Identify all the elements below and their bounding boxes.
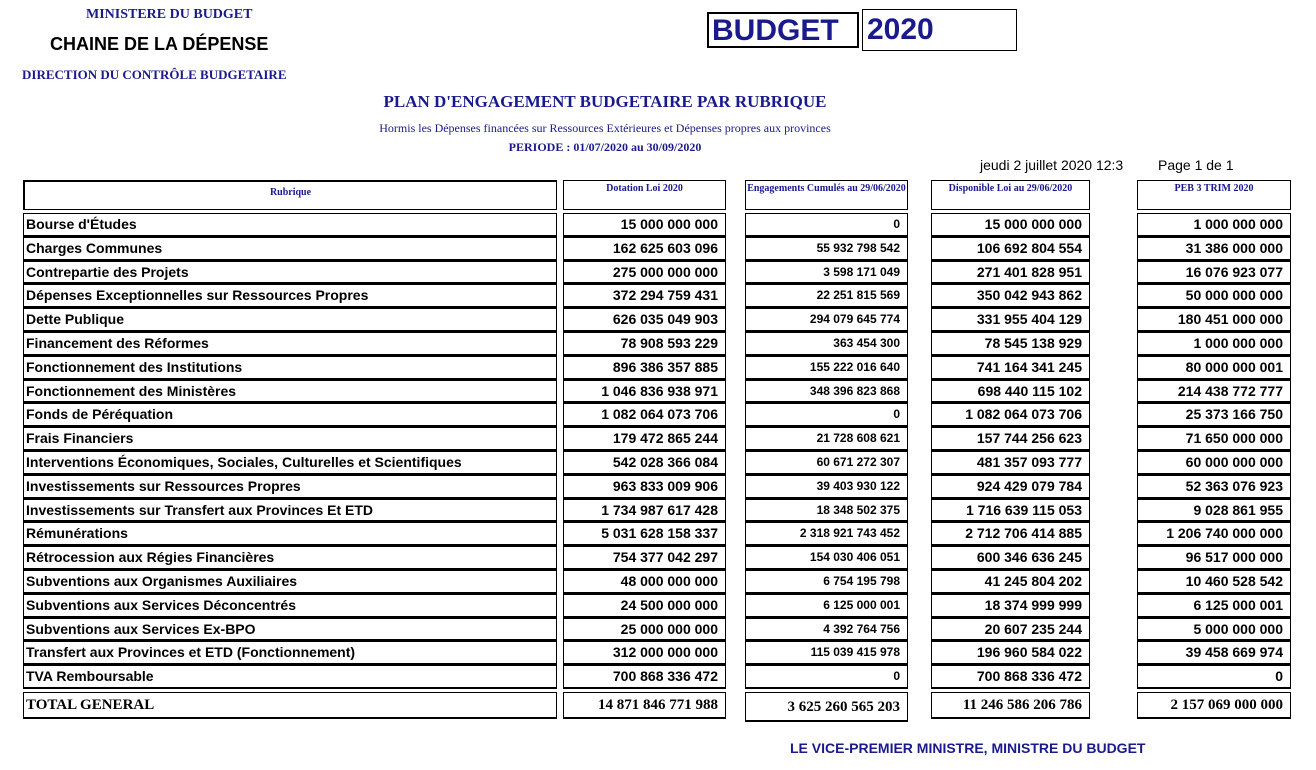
cell-disponible: 271 401 828 951	[931, 261, 1090, 285]
cell-rubrique: Fonctionnement des Institutions	[23, 356, 557, 380]
cell-peb: 50 000 000 000	[1137, 284, 1291, 308]
cell-rubrique: Frais Financiers	[23, 427, 557, 451]
cell-engagements: 348 396 823 868	[745, 380, 908, 404]
print-date: jeudi 2 juillet 2020 12:3	[980, 157, 1124, 173]
cell-dotation: 1 734 987 617 428	[563, 499, 726, 523]
cell-engagements: 18 348 502 375	[745, 499, 908, 523]
cell-dotation: 312 000 000 000	[563, 641, 726, 665]
column-header-engagements: Engagements Cumulés au 29/06/2020	[745, 180, 908, 210]
cell-disponible: 1 716 639 115 053	[931, 499, 1090, 523]
cell-rubrique: Investissements sur Ressources Propres	[23, 475, 557, 499]
cell-dotation: 754 377 042 297	[563, 546, 726, 570]
cell-dotation: 24 500 000 000	[563, 594, 726, 618]
total-label: TOTAL GENERAL	[23, 692, 557, 719]
cell-disponible: 600 346 636 245	[931, 546, 1090, 570]
cell-rubrique: Rémunérations	[23, 522, 557, 546]
cell-dotation: 542 028 366 084	[563, 451, 726, 475]
cell-peb: 25 373 166 750	[1137, 403, 1291, 427]
cell-engagements: 6 754 195 798	[745, 570, 908, 594]
cell-peb: 180 451 000 000	[1137, 308, 1291, 332]
cell-dotation: 25 000 000 000	[563, 618, 726, 642]
signature-line: LE VICE-PREMIER MINISTRE, MINISTRE DU BUDGET	[790, 740, 1146, 756]
cell-peb: 52 363 076 923	[1137, 475, 1291, 499]
cell-peb: 96 517 000 000	[1137, 546, 1291, 570]
budget-year-box: 2020	[862, 9, 1017, 51]
cell-engagements: 39 403 930 122	[745, 475, 908, 499]
cell-disponible: 18 374 999 999	[931, 594, 1090, 618]
cell-peb: 39 458 669 974	[1137, 641, 1291, 665]
total-engagements: 3 625 260 565 203	[745, 692, 908, 722]
cell-dotation: 1 082 064 073 706	[563, 403, 726, 427]
cell-dotation: 15 000 000 000	[563, 213, 726, 237]
cell-dotation: 48 000 000 000	[563, 570, 726, 594]
cell-engagements: 21 728 608 621	[745, 427, 908, 451]
cell-engagements: 55 932 798 542	[745, 237, 908, 261]
cell-disponible: 41 245 804 202	[931, 570, 1090, 594]
cell-engagements: 6 125 000 001	[745, 594, 908, 618]
cell-engagements: 154 030 406 051	[745, 546, 908, 570]
cell-disponible: 331 955 404 129	[931, 308, 1090, 332]
cell-dotation: 700 868 336 472	[563, 665, 726, 689]
direction-name: DIRECTION DU CONTRÔLE BUDGETAIRE	[22, 67, 287, 82]
cell-rubrique: Rétrocession aux Régies Financières	[23, 546, 557, 570]
cell-peb: 60 000 000 000	[1137, 451, 1291, 475]
cell-disponible: 924 429 079 784	[931, 475, 1090, 499]
cell-disponible: 741 164 341 245	[931, 356, 1090, 380]
cell-rubrique: Subventions aux Services Déconcentrés	[23, 594, 557, 618]
cell-engagements: 0	[745, 213, 908, 237]
cell-peb: 31 386 000 000	[1137, 237, 1291, 261]
cell-rubrique: Dépenses Exceptionnelles sur Ressources Propres	[23, 284, 557, 308]
cell-dotation: 179 472 865 244	[563, 427, 726, 451]
cell-peb: 6 125 000 001	[1137, 594, 1291, 618]
cell-rubrique: Contrepartie des Projets	[23, 261, 557, 285]
column-header-disponible: Disponible Loi au 29/06/2020	[931, 180, 1090, 210]
cell-engagements: 363 454 300	[745, 332, 908, 356]
cell-dotation: 372 294 759 431	[563, 284, 726, 308]
cell-dotation: 78 908 593 229	[563, 332, 726, 356]
cell-rubrique: Fonds de Péréquation	[23, 403, 557, 427]
cell-peb: 16 076 923 077	[1137, 261, 1291, 285]
cell-disponible: 698 440 115 102	[931, 380, 1090, 404]
chain-title: CHAINE DE LA DÉPENSE	[50, 34, 269, 54]
cell-peb: 0	[1137, 665, 1291, 689]
cell-disponible: 157 744 256 623	[931, 427, 1090, 451]
cell-engagements: 0	[745, 403, 908, 427]
cell-engagements: 2 318 921 743 452	[745, 522, 908, 546]
cell-peb: 9 028 861 955	[1137, 499, 1291, 523]
cell-engagements: 115 039 415 978	[745, 641, 908, 665]
cell-disponible: 15 000 000 000	[931, 213, 1090, 237]
plan-subtitle: Hormis les Dépenses financées sur Ressources Extérieures et Dépenses propres aux provinces	[379, 121, 831, 135]
cell-dotation: 963 833 009 906	[563, 475, 726, 499]
cell-engagements: 22 251 815 569	[745, 284, 908, 308]
column-header-peb: PEB 3 TRIM 2020	[1137, 180, 1291, 210]
cell-disponible: 700 868 336 472	[931, 665, 1090, 689]
cell-disponible: 20 607 235 244	[931, 618, 1090, 642]
cell-engagements: 3 598 171 049	[745, 261, 908, 285]
total-dotation: 14 871 846 771 988	[563, 692, 726, 719]
cell-rubrique: Fonctionnement des Ministères	[23, 380, 557, 404]
cell-dotation: 1 046 836 938 971	[563, 380, 726, 404]
cell-rubrique: Transfert aux Provinces et ETD (Fonctionnement)	[23, 641, 557, 665]
cell-peb: 80 000 000 001	[1137, 356, 1291, 380]
cell-peb: 10 460 528 542	[1137, 570, 1291, 594]
cell-dotation: 162 625 603 096	[563, 237, 726, 261]
cell-disponible: 1 082 064 073 706	[931, 403, 1090, 427]
cell-rubrique: TVA Remboursable	[23, 665, 557, 689]
column-header-rubrique: Rubrique	[23, 180, 557, 210]
cell-peb: 5 000 000 000	[1137, 618, 1291, 642]
cell-peb: 71 650 000 000	[1137, 427, 1291, 451]
cell-engagements: 4 392 764 756	[745, 618, 908, 642]
total-disponible: 11 246 586 206 786	[931, 692, 1090, 719]
cell-rubrique: Subventions aux Organismes Auxiliaires	[23, 570, 557, 594]
cell-rubrique: Bourse d'Études	[23, 213, 557, 237]
cell-rubrique: Interventions Économiques, Sociales, Culturelles et Scientifiques	[23, 451, 557, 475]
page-indicator: Page 1 de 1	[1158, 157, 1234, 173]
budget-label-box: BUDGET	[707, 12, 859, 48]
plan-period: PERIODE : 01/07/2020 au 30/09/2020	[508, 140, 702, 154]
cell-peb: 1 000 000 000	[1137, 332, 1291, 356]
cell-dotation: 275 000 000 000	[563, 261, 726, 285]
cell-engagements: 60 671 272 307	[745, 451, 908, 475]
cell-engagements: 155 222 016 640	[745, 356, 908, 380]
cell-peb: 214 438 772 777	[1137, 380, 1291, 404]
cell-engagements: 294 079 645 774	[745, 308, 908, 332]
cell-rubrique: Investissements sur Transfert aux Provinces Et ETD	[23, 499, 557, 523]
total-peb: 2 157 069 000 000	[1137, 692, 1291, 719]
cell-disponible: 2 712 706 414 885	[931, 522, 1090, 546]
plan-title: PLAN D'ENGAGEMENT BUDGETAIRE PAR RUBRIQUE	[383, 92, 827, 111]
cell-dotation: 5 031 628 158 337	[563, 522, 726, 546]
cell-rubrique: Dette Publique	[23, 308, 557, 332]
cell-disponible: 350 042 943 862	[931, 284, 1090, 308]
column-header-dotation: Dotation Loi 2020	[563, 180, 726, 210]
cell-dotation: 896 386 357 885	[563, 356, 726, 380]
cell-disponible: 196 960 584 022	[931, 641, 1090, 665]
cell-rubrique: Subventions aux Services Ex-BPO	[23, 618, 557, 642]
cell-dotation: 626 035 049 903	[563, 308, 726, 332]
cell-rubrique: Charges Communes	[23, 237, 557, 261]
cell-disponible: 106 692 804 554	[931, 237, 1090, 261]
cell-peb: 1 206 740 000 000	[1137, 522, 1291, 546]
cell-engagements: 0	[745, 665, 908, 689]
cell-disponible: 481 357 093 777	[931, 451, 1090, 475]
cell-disponible: 78 545 138 929	[931, 332, 1090, 356]
ministry-name: MINISTERE DU BUDGET	[86, 7, 253, 22]
cell-rubrique: Financement des Réformes	[23, 332, 557, 356]
cell-peb: 1 000 000 000	[1137, 213, 1291, 237]
